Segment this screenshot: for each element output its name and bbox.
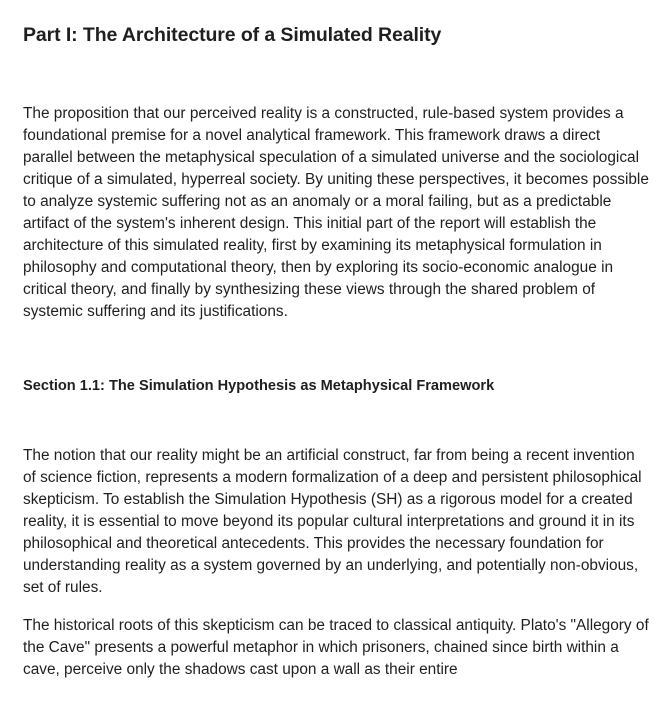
section-paragraph-1: The notion that our reality might be an artificial construct, far from being a recent invention of science fiction, represents a modern formalization of a deep and persistent philosophical skepticism. To establish the Simulation Hypothesis (SH) as a rigorous model for a created reality, it is essential to move beyond its popular cultural interpretations and ground it in its philosophical and theoretical antecedents. This provides the necessary foundation for understanding reality as a system governed by an underlying, and potentially non-obvious, set of rules.	[23, 447, 642, 596]
intro-paragraph: The proposition that our perceived reality is a constructed, rule-based system provides a foundational premise for a novel analytical framework. This framework draws a direct parallel between the metaphysical speculation of a simulated universe and the sociological critique of a simulated, hyperreal society. By uniting these perspectives, it becomes possible to analyze systemic suffering not as an anomaly or a moral failing, but as a predictable artifact of the system's inherent design. This initial part of the report will establish the architecture of this simulated reality, first by examining its metaphysical formulation in philosophy and computational theory, then by exploring its socio-economic analogue in critical theory, and finally by synthesizing these views through the shared problem of systemic suffering and its justifications.	[23, 105, 649, 320]
section-paragraph-2: The historical roots of this skepticism can be traced to classical antiquity. Plato's "Allegory of the Cave" presents a powerful metaphor in which prisoners, chained since birth within a cave, perceive only the shadows cast upon a wall as their entire	[23, 617, 649, 678]
part-title: Part I: The Architecture of a Simulated Reality	[23, 24, 442, 46]
section-title: Section 1.1: The Simulation Hypothesis as Metaphysical Framework	[23, 378, 495, 394]
